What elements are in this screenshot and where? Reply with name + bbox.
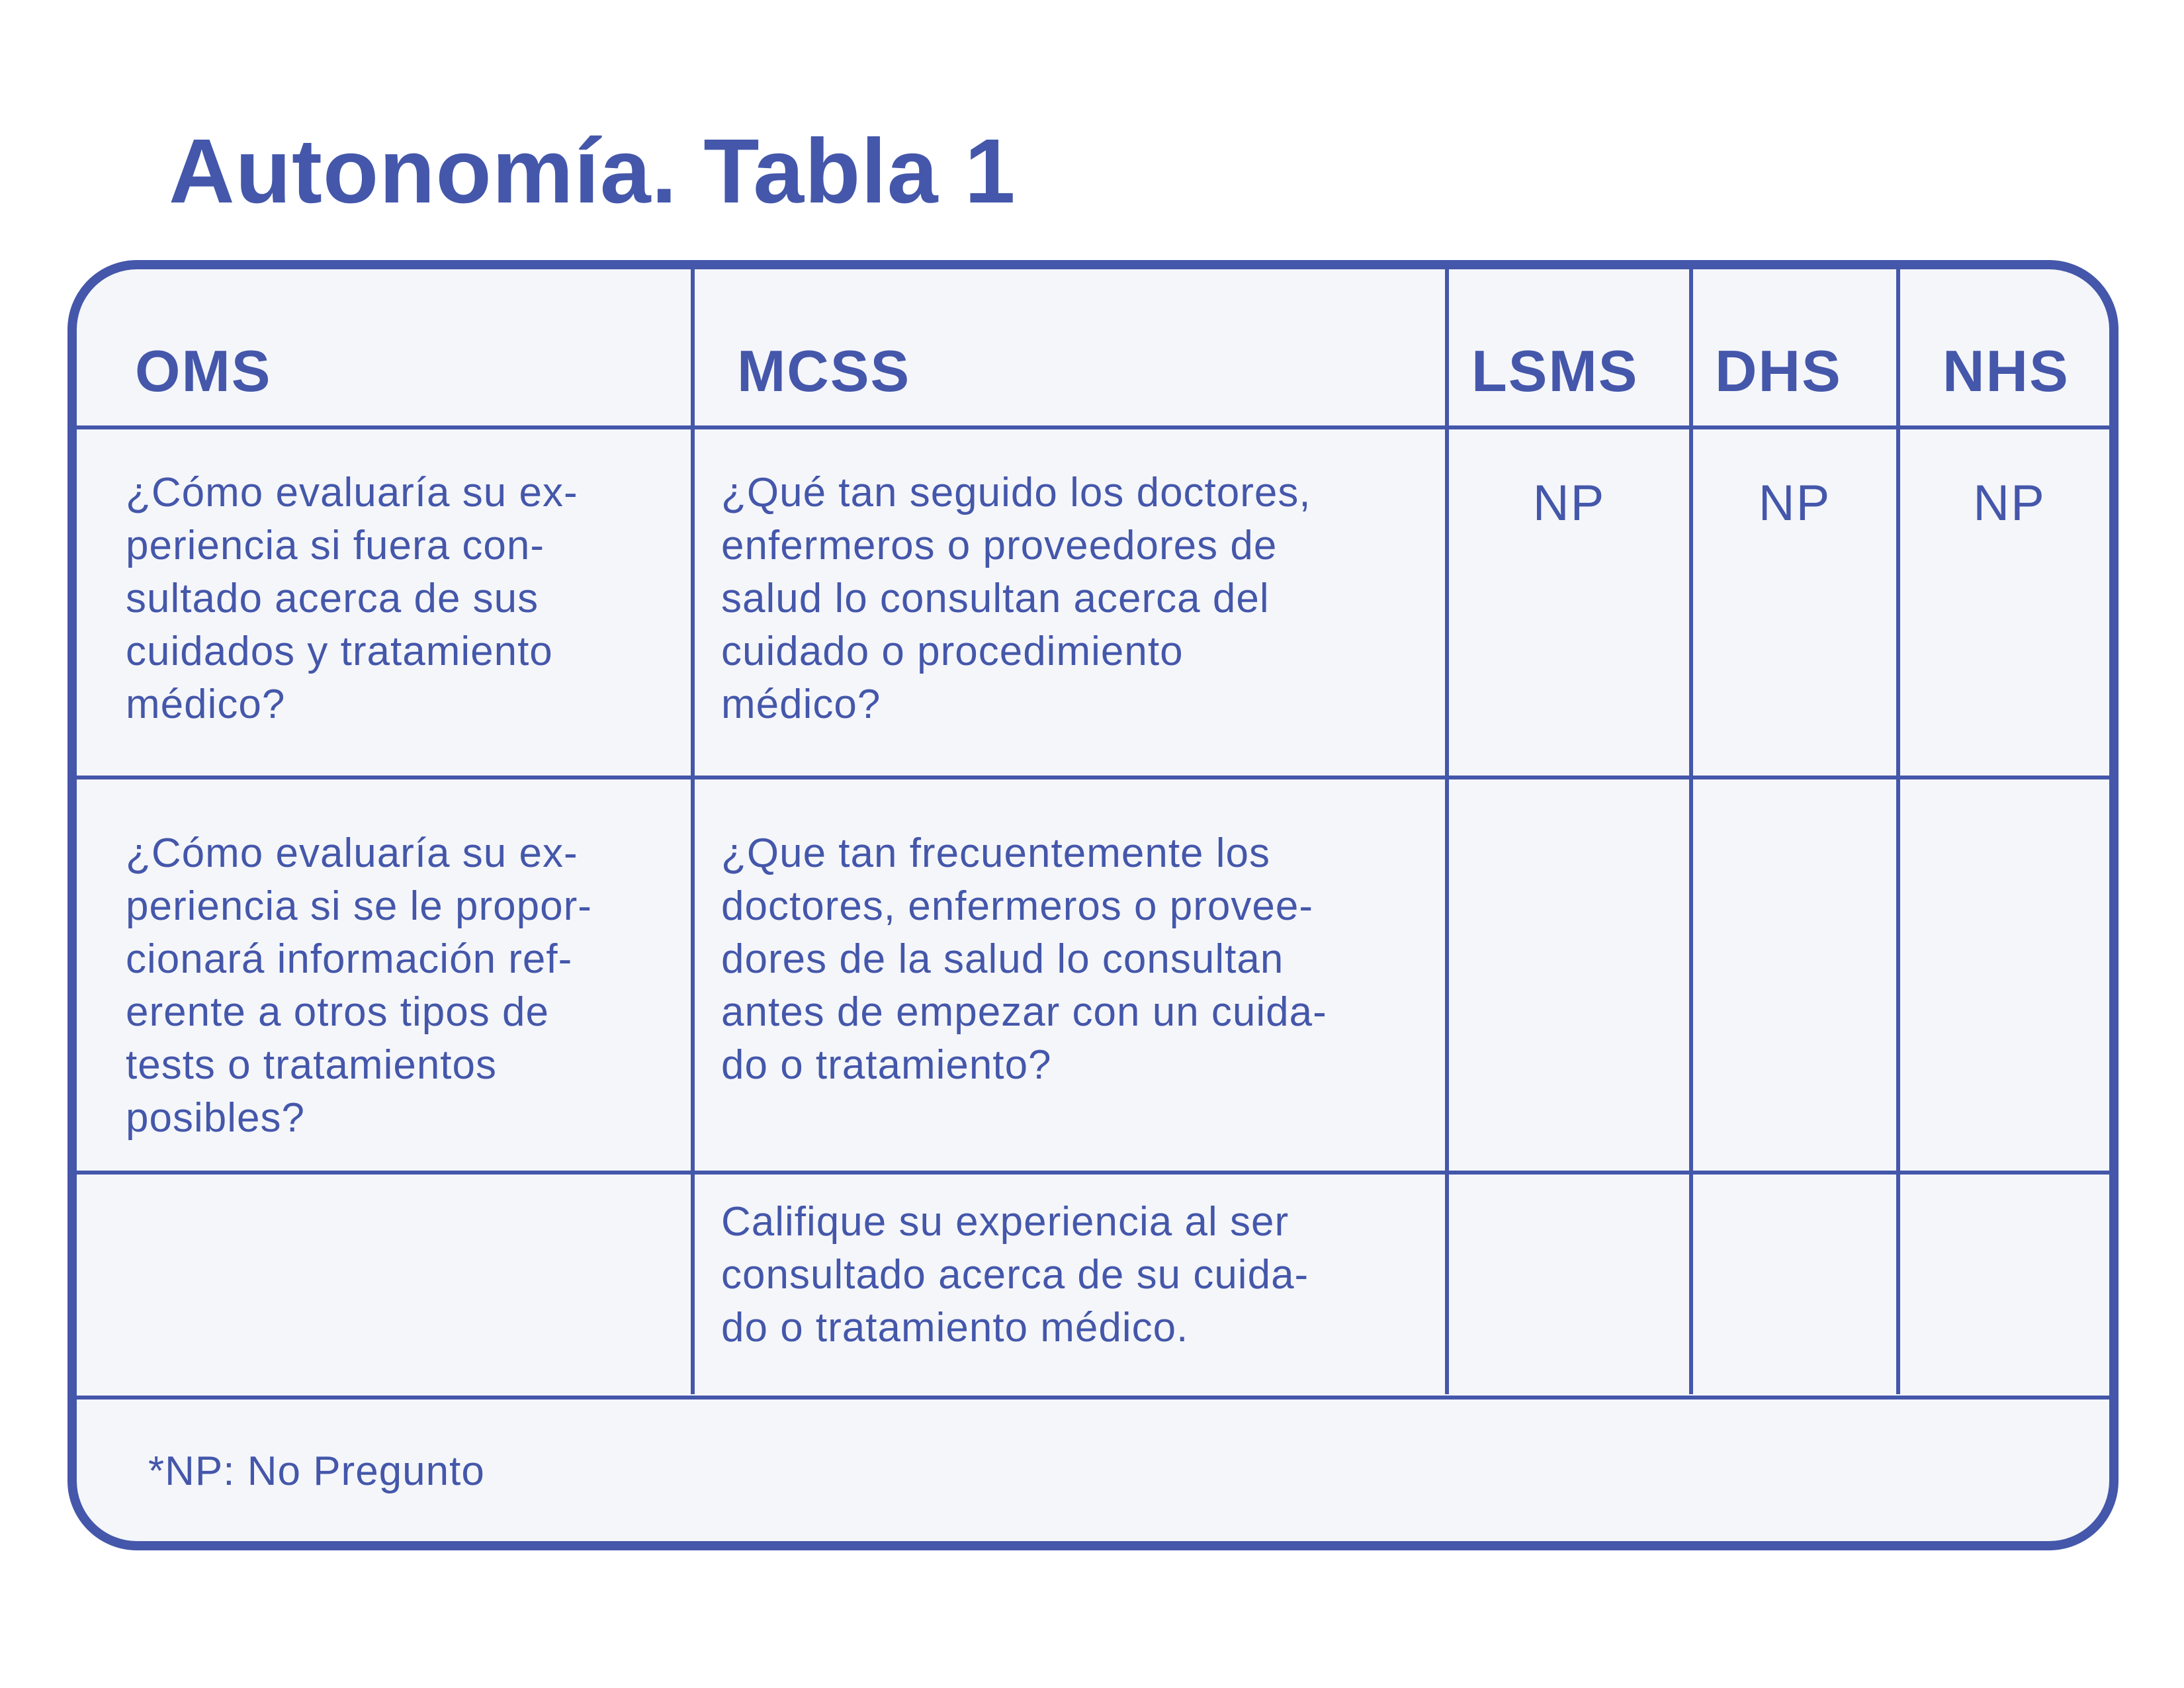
row-divider [77, 1171, 2109, 1175]
row2-mcss-question: ¿Que tan frecuentemente los doctores, enfermeros o provee- dores de la salud lo consultan antes de empezar con un cuida- do o tratamiento? [721, 830, 1327, 1088]
row1-dhs-value: NP [1758, 475, 1831, 531]
table-frame [67, 260, 2118, 1550]
row-divider [77, 776, 2109, 779]
header-oms: OMS [135, 338, 272, 404]
column-divider [1445, 269, 1449, 1394]
row1-oms-question: ¿Cómo evaluaría su ex- periencia si fuera con- sultado acerca de sus cuidados y tratamiento médico? [126, 470, 578, 727]
row-divider [77, 1396, 2109, 1399]
row3-mcss-question: Califique su experiencia al ser consultado acerca de su cuida- do o tratamiento médico. [721, 1199, 1309, 1351]
column-divider [1689, 269, 1693, 1394]
page-title: Autonomía. Tabla 1 [169, 120, 1016, 222]
footnote: *NP: No Pregunto [148, 1448, 485, 1494]
header-dhs: DHS [1715, 338, 1842, 404]
header-mcss: MCSS [737, 338, 911, 404]
column-divider [1896, 269, 1900, 1394]
row1-nhs-value: NP [1973, 475, 2046, 531]
header-lsms: LSMS [1471, 338, 1639, 404]
row2-oms-question: ¿Cómo evaluaría su ex- periencia si se le propor- cionará información ref- erente a otros tipos de tests o tratamientos posibles? [126, 830, 592, 1141]
column-divider [691, 269, 695, 1394]
row1-mcss-question: ¿Qué tan seguido los doctores, enfermeros o proveedores de salud lo consultan acerca del cuidado o procedimiento médico? [721, 470, 1311, 727]
row-divider [77, 425, 2109, 429]
row1-lsms-value: NP [1532, 475, 1606, 531]
header-nhs: NHS [1943, 338, 2070, 404]
